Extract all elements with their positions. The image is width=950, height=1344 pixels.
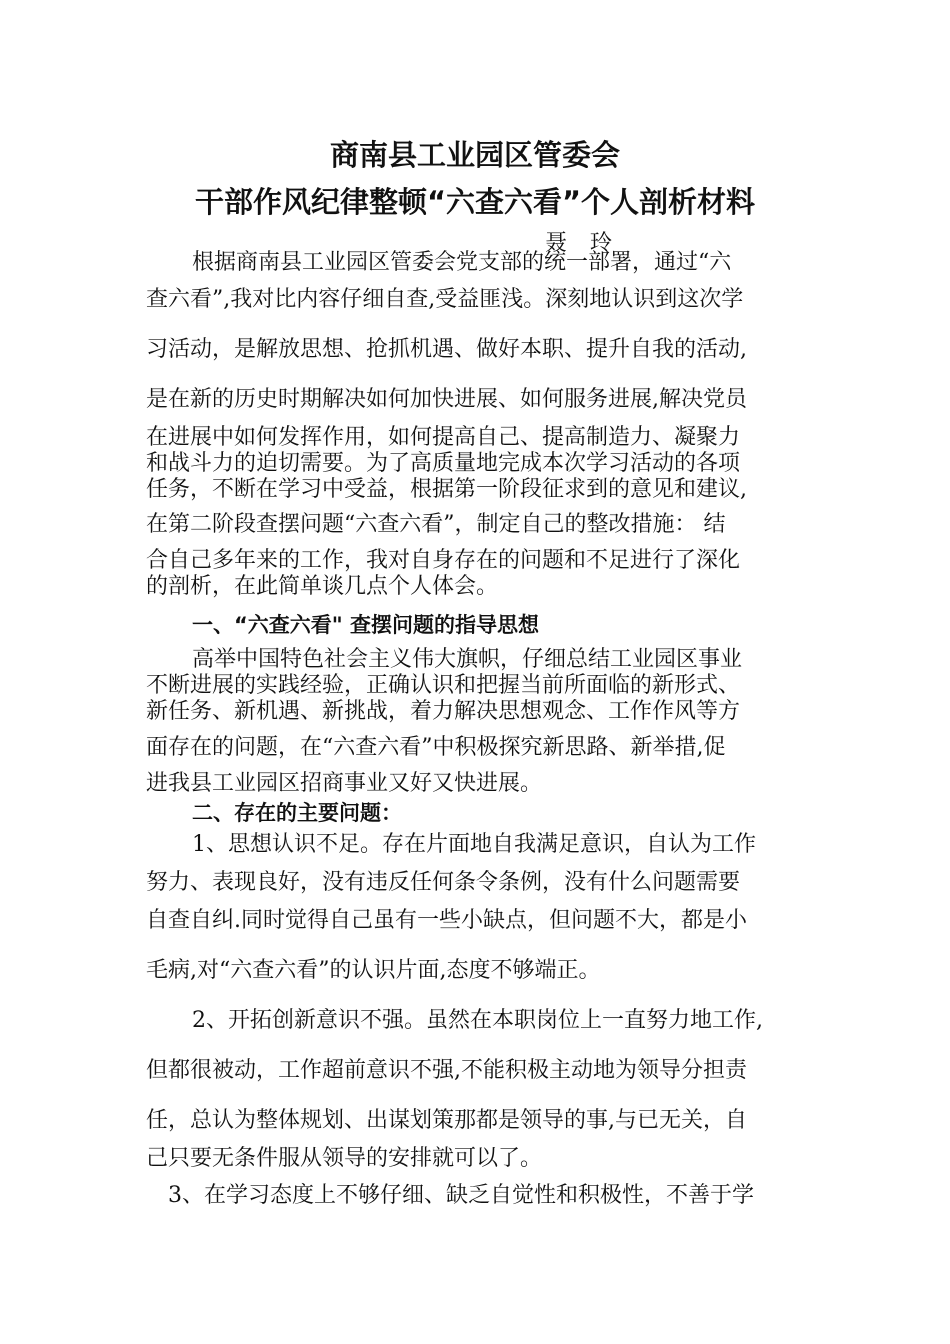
section1-line: 面存在的问题，在“六查六看”中积极探究新思路、新举措,促: [146, 735, 726, 760]
intro-line: 和战斗力的迫切需要。为了高质量地完成本次学习活动的各项: [146, 451, 741, 476]
intro-line: 在进展中如何发挥作用，如何提高自己、提高制造力、凝聚力: [146, 425, 741, 450]
intro-line: 查六看”,我对比内容仔细自查,受益匪浅。深刻地认识到这次学: [146, 287, 744, 312]
section1-heading: 一、“六查六看" 查摆问题的指导思想: [192, 613, 540, 637]
document-title-line2: 干部作风纪律整顿“六查六看”个人剖析材料: [194, 185, 756, 219]
intro-line: 在第二阶段查摆问题“六查六看”，制定自己的整改措施： 结: [146, 512, 726, 537]
item1-line: 毛病,对“六查六看”的认识片面,态度不够端正。: [146, 958, 601, 983]
intro-line: 习活动，是解放思想、抢抓机遇、做好本职、提升自我的活动,: [146, 337, 747, 362]
section2-heading: 二、存在的主要问题：: [192, 801, 402, 825]
intro-line: 根据商南县工业园区管委会党支部的统一部署，通过“六: [192, 250, 732, 275]
intro-line: 合自己多年来的工作，我对自身存在的问题和不足进行了深化: [146, 548, 741, 573]
item2-line: 2、开拓创新意识不强。虽然在本职岗位上一直努力地工作,: [192, 1008, 763, 1033]
section1-line: 不断进展的实践经验，正确认识和把握当前所面临的新形式、: [146, 673, 741, 698]
section1-line: 进我县工业园区招商事业又好又快进展。: [146, 771, 543, 796]
author-name: 聂 玲: [545, 231, 620, 256]
item2-line: 任，总认为整体规划、出谋划策那都是领导的事,与已无关，自: [146, 1108, 747, 1133]
intro-line: 是在新的历史时期解决如何加快进展、如何服务进展,解决党员: [146, 387, 747, 412]
document-title-line1: 商南县工业园区管委会: [329, 138, 620, 172]
item2-line: 但都很被动，工作超前意识不强,不能积极主动地为领导分担责: [146, 1058, 747, 1083]
intro-line: 的剖析，在此简单谈几点个人体会。: [146, 574, 499, 599]
item2-line: 己只要无条件服从领导的安排就可以了。: [146, 1146, 543, 1171]
intro-line: 任务，不断在学习中受益，根据第一阶段征求到的意见和建议,: [146, 477, 747, 502]
item1-line: 自查自纠.同时觉得自己虽有一些小缺点，但问题不大，都是小: [146, 908, 747, 933]
section1-line: 高举中国特色社会主义伟大旗帜，仔细总结工业园区事业: [192, 647, 743, 672]
item3-line: 3、在学习态度上不够仔细、缺乏自觉性和积极性，不善于学: [168, 1183, 754, 1208]
item1-line: 1、思想认识不足。存在片面地自我满足意识，自认为工作: [192, 832, 756, 857]
item1-line: 努力、表现良好，没有违反任何条令条例，没有什么问题需要: [146, 870, 741, 895]
section1-line: 新任务、新机遇、新挑战，着力解决思想观念、工作作风等方: [146, 699, 741, 724]
